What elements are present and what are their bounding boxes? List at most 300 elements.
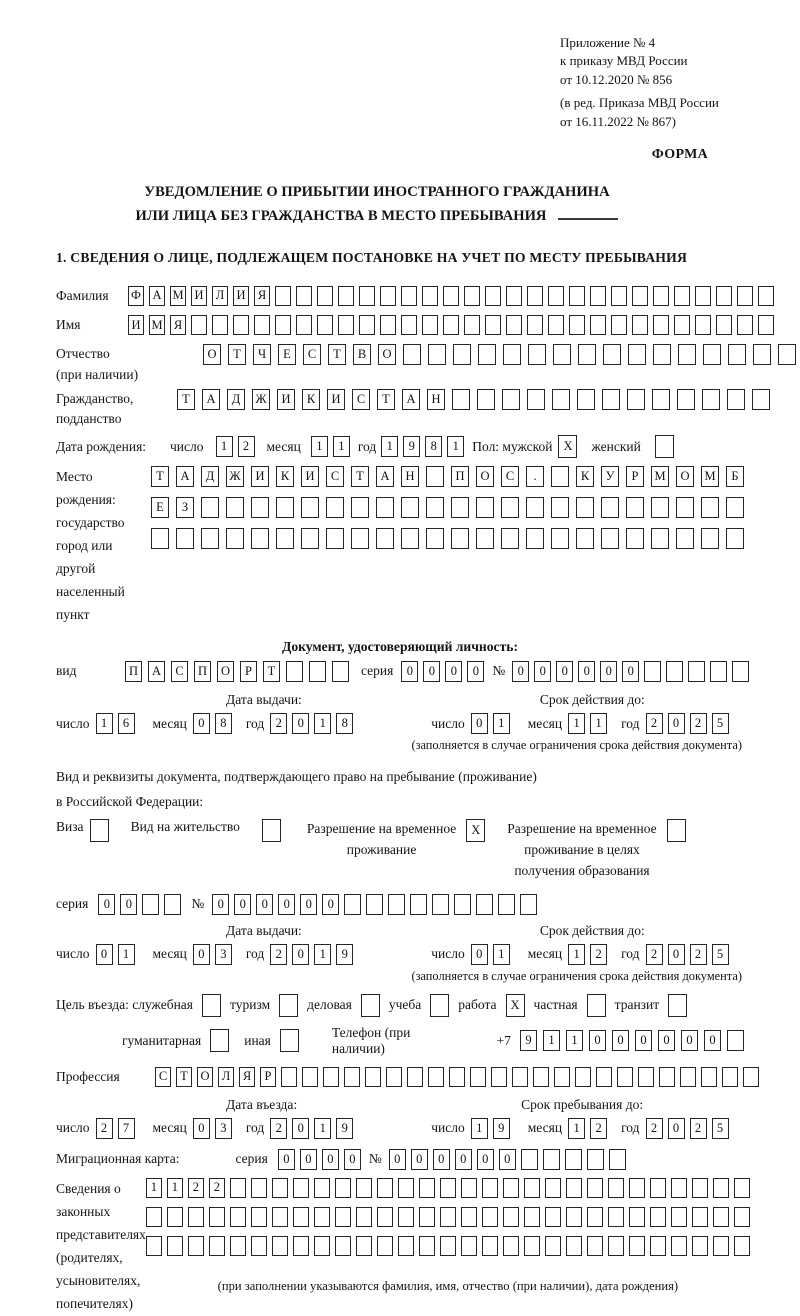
char-box[interactable] — [403, 344, 421, 365]
char-box[interactable]: П — [125, 661, 142, 682]
char-box[interactable] — [326, 528, 344, 549]
char-box[interactable] — [272, 1207, 288, 1227]
char-box[interactable] — [302, 1067, 318, 1087]
char-box[interactable]: А — [176, 466, 194, 487]
char-box[interactable]: Ч — [253, 344, 271, 365]
char-box[interactable]: Т — [177, 389, 195, 410]
char-box[interactable] — [359, 286, 375, 306]
char-box[interactable] — [752, 389, 770, 410]
char-box[interactable]: 0 — [300, 1149, 317, 1170]
char-box[interactable] — [650, 1236, 666, 1256]
char-box[interactable]: 0 — [681, 1030, 698, 1051]
char-box[interactable] — [426, 497, 444, 518]
char-box[interactable] — [422, 286, 438, 306]
char-box[interactable] — [276, 497, 294, 518]
char-box[interactable] — [212, 315, 228, 335]
char-box[interactable] — [440, 1236, 456, 1256]
char-box[interactable]: Л — [212, 286, 228, 306]
char-box[interactable]: Е — [278, 344, 296, 365]
char-box[interactable] — [503, 344, 521, 365]
char-box[interactable]: . — [526, 466, 544, 487]
char-box[interactable]: 1 — [493, 713, 510, 734]
char-box[interactable] — [726, 528, 744, 549]
char-box[interactable] — [701, 1067, 717, 1087]
char-box[interactable] — [398, 1236, 414, 1256]
char-box[interactable] — [578, 344, 596, 365]
char-box[interactable]: 1 — [568, 713, 585, 734]
char-box[interactable]: 9 — [493, 1118, 510, 1139]
char-box[interactable] — [632, 286, 648, 306]
char-box[interactable]: Т — [151, 466, 169, 487]
char-box[interactable] — [524, 1236, 540, 1256]
char-box[interactable]: Я — [170, 315, 186, 335]
char-box[interactable] — [677, 389, 695, 410]
char-box[interactable] — [716, 315, 732, 335]
char-box[interactable] — [501, 528, 519, 549]
char-box[interactable] — [653, 344, 671, 365]
char-box[interactable] — [551, 528, 569, 549]
char-box[interactable] — [743, 1067, 759, 1087]
char-box[interactable] — [167, 1207, 183, 1227]
char-box[interactable]: М — [701, 466, 719, 487]
char-box[interactable] — [603, 344, 621, 365]
char-box[interactable] — [512, 1067, 528, 1087]
char-box[interactable]: 8 — [336, 713, 353, 734]
char-box[interactable] — [655, 435, 674, 458]
char-box[interactable]: С — [501, 466, 519, 487]
char-box[interactable] — [628, 344, 646, 365]
char-box[interactable]: 0 — [423, 661, 440, 682]
char-box[interactable]: 1 — [118, 944, 135, 965]
char-box[interactable] — [526, 528, 544, 549]
char-box[interactable] — [317, 286, 333, 306]
char-box[interactable]: 1 — [568, 1118, 585, 1139]
char-box[interactable] — [653, 286, 669, 306]
char-box[interactable] — [734, 1178, 750, 1198]
char-box[interactable] — [722, 1067, 738, 1087]
char-box[interactable] — [650, 1207, 666, 1227]
char-box[interactable] — [602, 389, 620, 410]
char-box[interactable] — [695, 315, 711, 335]
char-box[interactable] — [575, 1067, 591, 1087]
char-box[interactable]: 0 — [292, 713, 309, 734]
char-box[interactable] — [485, 315, 501, 335]
char-box[interactable] — [272, 1236, 288, 1256]
char-box[interactable]: 1 — [566, 1030, 583, 1051]
char-box[interactable] — [713, 1236, 729, 1256]
char-box[interactable] — [356, 1207, 372, 1227]
char-box[interactable]: О — [476, 466, 494, 487]
char-box[interactable] — [734, 1207, 750, 1227]
char-box[interactable] — [332, 661, 349, 682]
char-box[interactable] — [201, 497, 219, 518]
char-box[interactable] — [671, 1207, 687, 1227]
char-box[interactable] — [524, 1178, 540, 1198]
char-box[interactable]: И — [301, 466, 319, 487]
char-box[interactable]: 2 — [646, 1118, 663, 1139]
char-box[interactable] — [230, 1207, 246, 1227]
char-box[interactable]: 1 — [543, 1030, 560, 1051]
char-box[interactable]: М — [149, 315, 165, 335]
char-box[interactable] — [230, 1236, 246, 1256]
char-box[interactable] — [286, 661, 303, 682]
char-box[interactable]: X — [466, 819, 485, 842]
char-box[interactable]: 3 — [215, 944, 232, 965]
char-box[interactable] — [351, 497, 369, 518]
char-box[interactable]: X — [558, 435, 577, 458]
char-box[interactable] — [209, 1207, 225, 1227]
char-box[interactable] — [376, 528, 394, 549]
char-box[interactable] — [692, 1236, 708, 1256]
char-box[interactable]: Я — [254, 286, 270, 306]
char-box[interactable]: 6 — [118, 713, 135, 734]
char-box[interactable]: 1 — [568, 944, 585, 965]
char-box[interactable]: 9 — [520, 1030, 537, 1051]
char-box[interactable]: 0 — [344, 1149, 361, 1170]
char-box[interactable] — [701, 497, 719, 518]
char-box[interactable]: М — [170, 286, 186, 306]
char-box[interactable]: 0 — [193, 1118, 210, 1139]
char-box[interactable]: 0 — [467, 661, 484, 682]
char-box[interactable] — [386, 1067, 402, 1087]
char-box[interactable]: 0 — [534, 661, 551, 682]
char-box[interactable]: 2 — [238, 436, 255, 457]
char-box[interactable] — [601, 528, 619, 549]
char-box[interactable]: Р — [240, 661, 257, 682]
char-box[interactable] — [280, 1029, 299, 1052]
char-box[interactable]: З — [176, 497, 194, 518]
char-box[interactable]: 0 — [477, 1149, 494, 1170]
char-box[interactable]: Б — [726, 466, 744, 487]
char-box[interactable] — [676, 497, 694, 518]
char-box[interactable] — [344, 894, 361, 915]
char-box[interactable]: Т — [328, 344, 346, 365]
char-box[interactable] — [226, 528, 244, 549]
char-box[interactable] — [638, 1067, 654, 1087]
char-box[interactable] — [301, 497, 319, 518]
char-box[interactable] — [361, 994, 380, 1017]
char-box[interactable]: 0 — [589, 1030, 606, 1051]
char-box[interactable]: У — [601, 466, 619, 487]
char-box[interactable]: 0 — [234, 894, 251, 915]
char-box[interactable]: 2 — [188, 1178, 204, 1198]
char-box[interactable] — [506, 315, 522, 335]
char-box[interactable] — [702, 389, 720, 410]
char-box[interactable]: 0 — [556, 661, 573, 682]
char-box[interactable] — [314, 1236, 330, 1256]
char-box[interactable] — [380, 286, 396, 306]
char-box[interactable]: 8 — [215, 713, 232, 734]
char-box[interactable] — [454, 894, 471, 915]
char-box[interactable]: 0 — [612, 1030, 629, 1051]
char-box[interactable] — [569, 315, 585, 335]
char-box[interactable] — [449, 1067, 465, 1087]
char-box[interactable] — [666, 661, 683, 682]
char-box[interactable] — [482, 1207, 498, 1227]
char-box[interactable] — [587, 1207, 603, 1227]
char-box[interactable] — [440, 1178, 456, 1198]
char-box[interactable] — [548, 286, 564, 306]
char-box[interactable]: 0 — [322, 1149, 339, 1170]
char-box[interactable] — [410, 894, 427, 915]
char-box[interactable] — [651, 528, 669, 549]
char-box[interactable] — [551, 466, 569, 487]
char-box[interactable]: 0 — [98, 894, 115, 915]
char-box[interactable] — [338, 315, 354, 335]
char-box[interactable] — [226, 497, 244, 518]
char-box[interactable] — [359, 315, 375, 335]
char-box[interactable]: 1 — [493, 944, 510, 965]
char-box[interactable] — [566, 1236, 582, 1256]
char-box[interactable] — [526, 497, 544, 518]
char-box[interactable] — [377, 1207, 393, 1227]
char-box[interactable] — [737, 315, 753, 335]
char-box[interactable]: 1 — [333, 436, 350, 457]
char-box[interactable]: Ф — [128, 286, 144, 306]
char-box[interactable] — [713, 1178, 729, 1198]
char-box[interactable] — [727, 1030, 744, 1051]
char-box[interactable] — [491, 1067, 507, 1087]
char-box[interactable] — [146, 1207, 162, 1227]
char-box[interactable]: 2 — [96, 1118, 113, 1139]
char-box[interactable] — [426, 528, 444, 549]
char-box[interactable] — [191, 315, 207, 335]
char-box[interactable] — [272, 1178, 288, 1198]
char-box[interactable]: Р — [626, 466, 644, 487]
char-box[interactable]: 0 — [635, 1030, 652, 1051]
char-box[interactable] — [627, 389, 645, 410]
char-box[interactable]: Ж — [226, 466, 244, 487]
char-box[interactable]: 0 — [256, 894, 273, 915]
char-box[interactable] — [608, 1178, 624, 1198]
char-box[interactable] — [644, 661, 661, 682]
char-box[interactable] — [632, 315, 648, 335]
char-box[interactable]: 9 — [403, 436, 420, 457]
char-box[interactable] — [476, 497, 494, 518]
char-box[interactable]: 1 — [381, 436, 398, 457]
char-box[interactable]: 0 — [433, 1149, 450, 1170]
char-box[interactable] — [380, 315, 396, 335]
char-box[interactable] — [548, 315, 564, 335]
char-box[interactable] — [626, 528, 644, 549]
char-box[interactable]: 0 — [658, 1030, 675, 1051]
char-box[interactable] — [629, 1236, 645, 1256]
char-box[interactable] — [477, 389, 495, 410]
char-box[interactable]: 5 — [712, 1118, 729, 1139]
char-box[interactable] — [338, 286, 354, 306]
char-box[interactable] — [344, 1067, 360, 1087]
char-box[interactable] — [470, 1067, 486, 1087]
char-box[interactable] — [401, 528, 419, 549]
char-box[interactable]: 1 — [146, 1178, 162, 1198]
char-box[interactable] — [478, 344, 496, 365]
char-box[interactable] — [629, 1178, 645, 1198]
char-box[interactable]: 0 — [389, 1149, 406, 1170]
char-box[interactable] — [737, 286, 753, 306]
char-box[interactable]: 5 — [712, 713, 729, 734]
char-box[interactable] — [314, 1178, 330, 1198]
char-box[interactable] — [629, 1207, 645, 1227]
char-box[interactable] — [419, 1178, 435, 1198]
char-box[interactable] — [617, 1067, 633, 1087]
char-box[interactable]: Л — [218, 1067, 234, 1087]
char-box[interactable] — [502, 389, 520, 410]
char-box[interactable] — [398, 1178, 414, 1198]
char-box[interactable]: 0 — [600, 661, 617, 682]
char-box[interactable]: 0 — [445, 661, 462, 682]
char-box[interactable] — [710, 661, 727, 682]
char-box[interactable] — [667, 819, 686, 842]
char-box[interactable]: 1 — [216, 436, 233, 457]
char-box[interactable]: 2 — [590, 944, 607, 965]
char-box[interactable] — [653, 315, 669, 335]
char-box[interactable]: Я — [239, 1067, 255, 1087]
char-box[interactable] — [668, 994, 687, 1017]
char-box[interactable] — [565, 1149, 582, 1170]
char-box[interactable] — [451, 497, 469, 518]
char-box[interactable] — [419, 1236, 435, 1256]
char-box[interactable] — [713, 1207, 729, 1227]
char-box[interactable]: И — [191, 286, 207, 306]
char-box[interactable]: И — [128, 315, 144, 335]
char-box[interactable] — [398, 1207, 414, 1227]
char-box[interactable] — [176, 528, 194, 549]
char-box[interactable] — [527, 286, 543, 306]
char-box[interactable]: И — [251, 466, 269, 487]
char-box[interactable] — [734, 1236, 750, 1256]
char-box[interactable]: 0 — [499, 1149, 516, 1170]
char-box[interactable]: А — [376, 466, 394, 487]
char-box[interactable]: 0 — [292, 1118, 309, 1139]
char-box[interactable]: О — [217, 661, 234, 682]
char-box[interactable]: 0 — [212, 894, 229, 915]
char-box[interactable]: Т — [228, 344, 246, 365]
char-box[interactable] — [758, 286, 774, 306]
char-box[interactable] — [167, 1236, 183, 1256]
char-box[interactable] — [464, 315, 480, 335]
char-box[interactable]: 0 — [471, 713, 488, 734]
char-box[interactable]: П — [194, 661, 211, 682]
char-box[interactable] — [281, 1067, 297, 1087]
char-box[interactable]: 2 — [646, 713, 663, 734]
char-box[interactable] — [569, 286, 585, 306]
char-box[interactable] — [209, 1236, 225, 1256]
char-box[interactable] — [566, 1178, 582, 1198]
char-box[interactable]: 2 — [270, 1118, 287, 1139]
char-box[interactable] — [503, 1207, 519, 1227]
char-box[interactable]: 0 — [278, 894, 295, 915]
char-box[interactable] — [482, 1236, 498, 1256]
char-box[interactable]: 1 — [314, 944, 331, 965]
char-box[interactable]: 0 — [578, 661, 595, 682]
char-box[interactable] — [452, 389, 470, 410]
char-box[interactable]: О — [676, 466, 694, 487]
char-box[interactable]: Д — [201, 466, 219, 487]
char-box[interactable]: 2 — [270, 713, 287, 734]
char-box[interactable] — [651, 497, 669, 518]
char-box[interactable]: 2 — [690, 713, 707, 734]
char-box[interactable]: К — [276, 466, 294, 487]
char-box[interactable] — [601, 497, 619, 518]
char-box[interactable] — [275, 286, 291, 306]
char-box[interactable]: И — [233, 286, 249, 306]
char-box[interactable] — [365, 1067, 381, 1087]
char-box[interactable] — [533, 1067, 549, 1087]
char-box[interactable] — [251, 1207, 267, 1227]
char-box[interactable] — [521, 1149, 538, 1170]
char-box[interactable] — [430, 994, 449, 1017]
char-box[interactable] — [692, 1178, 708, 1198]
char-box[interactable] — [778, 344, 796, 365]
char-box[interactable] — [566, 1207, 582, 1227]
char-box[interactable] — [674, 286, 690, 306]
char-box[interactable] — [524, 1207, 540, 1227]
char-box[interactable] — [326, 497, 344, 518]
char-box[interactable] — [401, 497, 419, 518]
char-box[interactable]: 2 — [270, 944, 287, 965]
char-box[interactable] — [552, 389, 570, 410]
char-box[interactable] — [443, 315, 459, 335]
char-box[interactable] — [296, 315, 312, 335]
char-box[interactable]: 1 — [471, 1118, 488, 1139]
char-box[interactable]: Р — [260, 1067, 276, 1087]
char-box[interactable]: И — [327, 389, 345, 410]
char-box[interactable] — [254, 315, 270, 335]
char-box[interactable] — [545, 1178, 561, 1198]
char-box[interactable]: С — [155, 1067, 171, 1087]
char-box[interactable] — [498, 894, 515, 915]
char-box[interactable]: 1 — [314, 1118, 331, 1139]
char-box[interactable]: 0 — [668, 713, 685, 734]
char-box[interactable] — [440, 1207, 456, 1227]
char-box[interactable]: Т — [377, 389, 395, 410]
char-box[interactable]: 0 — [455, 1149, 472, 1170]
char-box[interactable] — [401, 286, 417, 306]
char-box[interactable] — [296, 286, 312, 306]
char-box[interactable] — [520, 894, 537, 915]
char-box[interactable] — [314, 1207, 330, 1227]
char-box[interactable]: П — [451, 466, 469, 487]
char-box[interactable] — [545, 1207, 561, 1227]
char-box[interactable]: Н — [401, 466, 419, 487]
char-box[interactable]: 0 — [292, 944, 309, 965]
char-box[interactable]: С — [326, 466, 344, 487]
char-box[interactable] — [678, 344, 696, 365]
char-box[interactable] — [443, 286, 459, 306]
char-box[interactable]: 2 — [646, 944, 663, 965]
char-box[interactable]: 0 — [96, 944, 113, 965]
char-box[interactable]: В — [353, 344, 371, 365]
char-box[interactable] — [482, 1178, 498, 1198]
char-box[interactable] — [701, 528, 719, 549]
char-box[interactable] — [251, 1236, 267, 1256]
char-box[interactable]: 0 — [193, 713, 210, 734]
char-box[interactable] — [674, 315, 690, 335]
char-box[interactable]: Т — [176, 1067, 192, 1087]
char-box[interactable]: Ж — [252, 389, 270, 410]
char-box[interactable]: 2 — [590, 1118, 607, 1139]
char-box[interactable] — [728, 344, 746, 365]
char-box[interactable] — [377, 1178, 393, 1198]
char-box[interactable] — [426, 466, 444, 487]
char-box[interactable]: 5 — [712, 944, 729, 965]
char-box[interactable]: А — [202, 389, 220, 410]
char-box[interactable]: 1 — [96, 713, 113, 734]
char-box[interactable] — [688, 661, 705, 682]
char-box[interactable] — [461, 1207, 477, 1227]
char-box[interactable]: 0 — [704, 1030, 721, 1051]
char-box[interactable] — [501, 497, 519, 518]
